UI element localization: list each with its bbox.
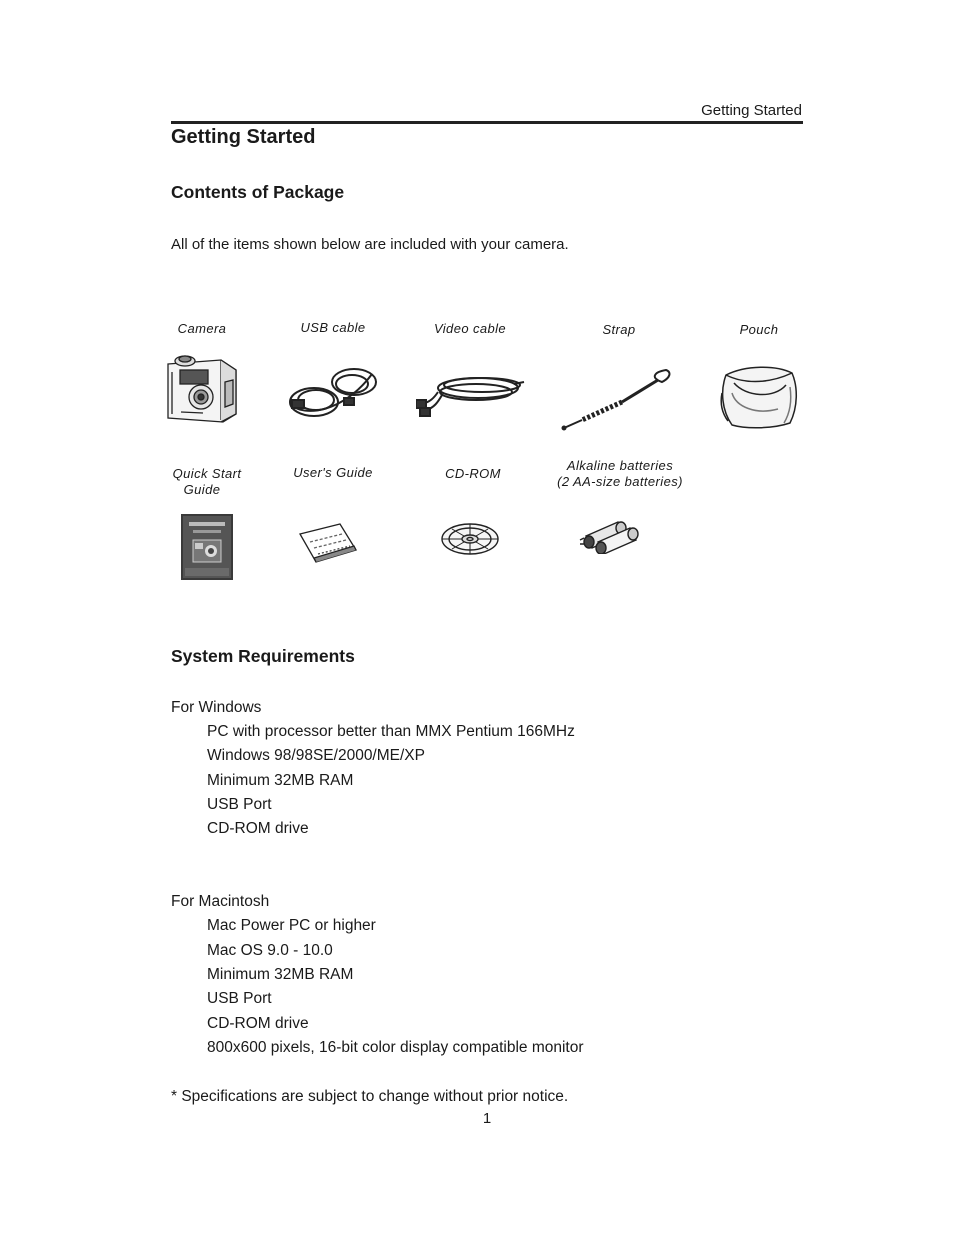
windows-req-item: Windows 98/98SE/2000/ME/XP: [207, 747, 425, 764]
contents-section-title: Contents of Package: [171, 182, 345, 202]
batteries-icon: [578, 514, 640, 554]
camera-icon: [163, 352, 239, 427]
contents-intro: All of the items shown below are included with your camera.: [171, 236, 569, 253]
pouch-icon: [716, 363, 800, 431]
running-header: Getting Started: [701, 102, 802, 119]
mac-req-item: Mac OS 9.0 - 10.0: [207, 942, 333, 959]
item-label-video-cable: Video cable: [433, 321, 507, 336]
item-label-quick-start-line1: Quick Start: [172, 466, 242, 481]
video-cable-icon: [416, 368, 526, 418]
mac-req-item: Mac Power PC or higher: [207, 917, 376, 934]
item-label-cd-rom: CD-ROM: [445, 466, 501, 481]
windows-heading: For Windows: [171, 699, 262, 716]
strap-icon: [558, 366, 676, 432]
item-label-quick-start-guide: [160, 466, 254, 498]
mac-req-item: USB Port: [207, 990, 272, 1007]
header-rule: [171, 121, 803, 124]
requirements-section-title: System Requirements: [171, 646, 355, 666]
windows-req-item: PC with processor better than MMX Pentium 166MHz: [207, 723, 575, 740]
item-label-strap: Strap: [602, 322, 636, 337]
mac-heading: For Macintosh: [171, 893, 270, 910]
windows-req-item: Minimum 32MB RAM: [207, 772, 354, 789]
cd-rom-icon: [440, 521, 500, 557]
item-label-usb-cable: USB cable: [300, 320, 366, 335]
page-number: 1: [482, 1110, 492, 1127]
mac-req-item: CD-ROM drive: [207, 1015, 309, 1032]
page-title: Getting Started: [171, 126, 316, 148]
quick-start-guide-icon: [181, 514, 233, 580]
item-label-quick-start-line2: Guide: [183, 482, 221, 497]
item-label-batteries: [540, 458, 700, 490]
mac-req-item: 800x600 pixels, 16-bit color display compatible monitor: [207, 1039, 584, 1056]
usb-cable-icon: [284, 362, 380, 422]
mac-req-item: Minimum 32MB RAM: [207, 966, 354, 983]
item-label-camera: Camera: [177, 321, 227, 336]
windows-req-item: USB Port: [207, 796, 272, 813]
item-label-batteries-line2: (2 AA-size batteries): [557, 474, 683, 489]
users-guide-icon: [296, 520, 358, 564]
footnote: * Specifications are subject to change without prior notice.: [171, 1088, 569, 1105]
windows-req-item: CD-ROM drive: [207, 820, 309, 837]
item-label-pouch: Pouch: [739, 322, 779, 337]
item-label-batteries-line1: Alkaline batteries: [566, 458, 674, 473]
item-label-users-guide: User's Guide: [293, 465, 373, 480]
